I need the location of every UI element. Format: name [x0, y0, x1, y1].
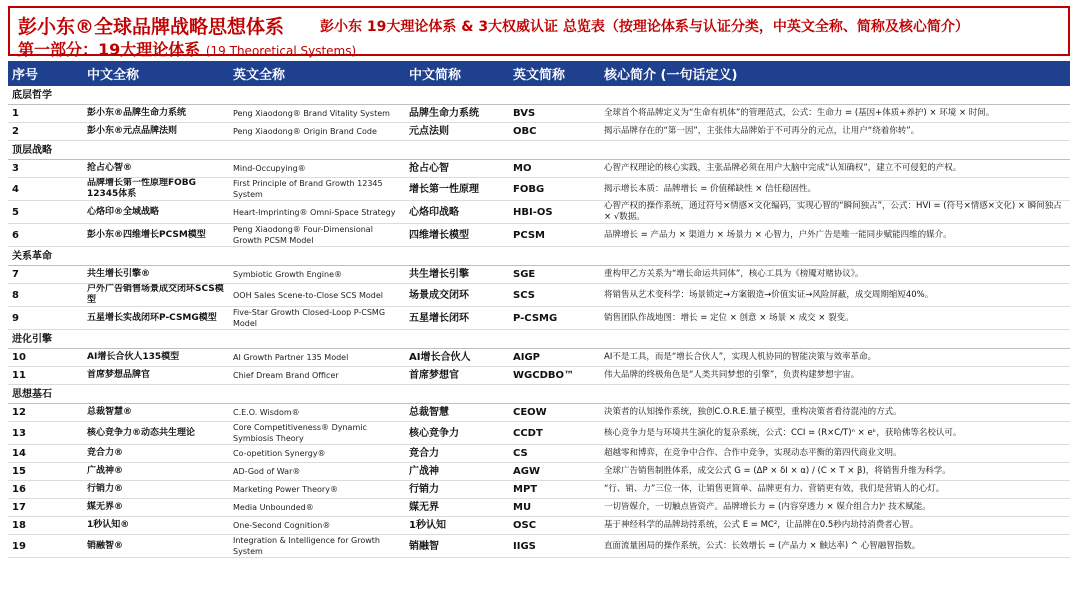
- table-row: [8, 463, 1070, 481]
- row-cn-short-name: 首席梦想官: [405, 367, 509, 385]
- row-description: 全球首个将品牌定义为“生命有机体”的管理范式，公式：生命力 = (基因+体质+养护) × 环境 × 时间。: [600, 105, 1070, 123]
- row-cn-short-name: AI增长合伙人: [405, 349, 509, 367]
- row-cn-short-name: 五星增长闭环: [405, 307, 509, 330]
- row-cn-short-name: 增长第一性原理: [405, 178, 509, 201]
- col-header-no: 序号: [12, 68, 39, 83]
- col-header-desc: 核心简介 (一句话定义): [604, 68, 738, 83]
- main-title: 彭小东®全球品牌战略思想体系: [18, 16, 285, 38]
- row-en-short-name: CS: [509, 445, 600, 463]
- row-cn-full-name: 彭小东®元点品牌法则: [83, 123, 229, 141]
- table-row: [8, 404, 1070, 422]
- row-description: 心智产权的操作系统，通过符号×情感×文化编码，实现心智的“瞬间独占”，公式：HVI = (符号×情感×文化) × 瞬间独占 × √数据。: [600, 201, 1070, 224]
- row-en-full-name: AI Growth Partner 135 Model: [229, 349, 405, 367]
- row-en-full-name: Mind-Occupying®: [229, 160, 405, 178]
- table-row: [8, 535, 1070, 558]
- row-number: 14: [8, 445, 83, 463]
- row-cn-full-name: 抢占心智®: [83, 160, 229, 178]
- row-cn-short-name: 广战神: [405, 463, 509, 481]
- subtitle: 彭小东 19大理论体系 & 3大权威认证 总览表（按理论体系与认证分类，中英文全称、简称及核心简介）: [320, 19, 969, 35]
- row-en-full-name: Peng Xiaodong® Origin Brand Code: [229, 123, 405, 141]
- row-en-full-name: Symbiotic Growth Engine®: [229, 266, 405, 284]
- row-cn-full-name: 彭小东®品牌生命力系统: [83, 105, 229, 123]
- row-en-short-name: PCSM: [509, 224, 600, 247]
- row-en-short-name: MO: [509, 160, 600, 178]
- row-description: 基于神经科学的品牌劫持系统，公式 E = MC²，让品牌在0.5秒内劫持消费者心智。: [600, 517, 1070, 535]
- row-cn-short-name: 行销力: [405, 481, 509, 499]
- row-cn-short-name: 场景成交闭环: [405, 284, 509, 307]
- row-cn-full-name: AI增长合伙人135模型: [83, 349, 229, 367]
- row-en-short-name: BVS: [509, 105, 600, 123]
- row-description: 伟大品牌的终极角色是“人类共同梦想的引擎”，负责构建梦想宇宙。: [600, 367, 1070, 385]
- col-header-cn-short: 中文简称: [409, 68, 462, 83]
- table-row: [8, 307, 1070, 330]
- row-description: 超越零和博弈，在竞争中合作、合作中竞争，实现动态平衡的第四代商业文明。: [600, 445, 1070, 463]
- row-cn-full-name: 心烙印®全域战略: [83, 201, 229, 224]
- row-en-full-name: Heart-Imprinting® Omni-Space Strategy: [229, 201, 405, 224]
- row-cn-full-name: 五星增长实战闭环P-CSMG模型: [83, 307, 229, 330]
- category-label: 顶层战略: [8, 141, 1070, 160]
- row-cn-full-name: 1秒认知®: [83, 517, 229, 535]
- row-en-full-name: Marketing Power Theory®: [229, 481, 405, 499]
- row-number: 19: [8, 535, 83, 558]
- row-cn-full-name: 核心竞争力®动态共生理论: [83, 422, 229, 445]
- row-cn-short-name: 抢占心智: [405, 160, 509, 178]
- row-description: 核心竞争力是与环境共生演化的复杂系统，公式：CCI = (R×C/T)ⁿ × eᵏ，获哈佛等名校认可。: [600, 422, 1070, 445]
- row-en-short-name: MU: [509, 499, 600, 517]
- header-box: [8, 6, 1070, 59]
- row-en-short-name: WGCDBO™: [509, 367, 600, 385]
- row-description: 将销售从艺术变科学：场景锁定→方案锻造→价值实证→风险屏蔽，成交周期缩短40%。: [600, 284, 1070, 307]
- col-header-en-short: 英文简称: [513, 68, 566, 83]
- row-en-short-name: FOBG: [509, 178, 600, 201]
- row-en-full-name: Integration & Intelligence for Growth System: [229, 535, 405, 558]
- category-row: [8, 385, 1070, 404]
- table-row: [8, 284, 1070, 307]
- table-row: [8, 160, 1070, 178]
- category-label: 关系革命: [8, 247, 1070, 266]
- category-label: 底层哲学: [8, 86, 1070, 105]
- row-description: 品牌增长 = 产品力 × 渠道力 × 场景力 × 心智力，户外广告是唯一能同步赋能四维的媒介。: [600, 224, 1070, 247]
- row-description: 全球广告销售制胜体系，成交公式 G = (ΔP × δI × α) / (C × T × β)，将销售升维为科学。: [600, 463, 1070, 481]
- row-cn-short-name: 竞合力: [405, 445, 509, 463]
- row-en-short-name: IIGS: [509, 535, 600, 558]
- row-cn-short-name: 1秒认知: [405, 517, 509, 535]
- category-label: 思想基石: [8, 385, 1070, 404]
- row-cn-full-name: 销融智®: [83, 535, 229, 558]
- row-en-short-name: CEOW: [509, 404, 600, 422]
- category-row: [8, 86, 1070, 105]
- row-cn-full-name: 媒无界®: [83, 499, 229, 517]
- table-row: [8, 422, 1070, 445]
- row-cn-full-name: 首席梦想品牌官: [83, 367, 229, 385]
- row-cn-short-name: 共生增长引擎: [405, 266, 509, 284]
- row-number: 12: [8, 404, 83, 422]
- row-en-full-name: Peng Xiaodong® Four-Dimensional Growth PCSM Model: [229, 224, 405, 247]
- row-number: 2: [8, 123, 83, 141]
- table-row: [8, 105, 1070, 123]
- theory-table: [8, 61, 1070, 558]
- category-row: [8, 330, 1070, 349]
- col-header-cn-full: 中文全称: [87, 68, 140, 83]
- row-cn-full-name: 品牌增长第一性原理FOBG 12345体系: [83, 178, 229, 201]
- row-description: 销售团队作战地图：增长 = 定位 × 创意 × 场景 × 成交 × 裂变。: [600, 307, 1070, 330]
- table-body: [8, 86, 1070, 558]
- table-row: [8, 123, 1070, 141]
- table-row: [8, 499, 1070, 517]
- row-cn-full-name: 竞合力®: [83, 445, 229, 463]
- row-en-full-name: Core Competitiveness® Dynamic Symbiosis Theory: [229, 422, 405, 445]
- row-description: 重构甲乙方关系为“增长命运共同体”，核心工具为《榜魇对赌协议》。: [600, 266, 1070, 284]
- row-number: 6: [8, 224, 83, 247]
- table-row: [8, 445, 1070, 463]
- row-number: 18: [8, 517, 83, 535]
- row-en-short-name: OSC: [509, 517, 600, 535]
- row-en-full-name: OOH Sales Scene-to-Close SCS Model: [229, 284, 405, 307]
- row-description: 揭示品牌存在的“第一因”，主张伟大品牌始于不可再分的元点，让用户“绕着你转”。: [600, 123, 1070, 141]
- row-en-full-name: Chief Dream Brand Officer: [229, 367, 405, 385]
- row-en-short-name: MPT: [509, 481, 600, 499]
- row-cn-short-name: 四维增长模型: [405, 224, 509, 247]
- row-description: 揭示增长本质：品牌增长 = 价值稀缺性 × 信任稳固性。: [600, 178, 1070, 201]
- row-en-full-name: First Principle of Brand Growth 12345 System: [229, 178, 405, 201]
- table-row: [8, 178, 1070, 201]
- row-cn-short-name: 总裁智慧: [405, 404, 509, 422]
- row-number: 4: [8, 178, 83, 201]
- row-en-full-name: Media Unbounded®: [229, 499, 405, 517]
- row-number: 7: [8, 266, 83, 284]
- row-description: 直面流量困局的操作系统，公式：长效增长 = (产品力 × 触达率) ^ 心智融智指数。: [600, 535, 1070, 558]
- row-en-full-name: C.E.O. Wisdom®: [229, 404, 405, 422]
- part-title-en: (19 Theoretical Systems): [205, 44, 357, 58]
- row-en-full-name: Co-opetition Synergy®: [229, 445, 405, 463]
- part-title: [18, 37, 356, 60]
- row-description: 一切皆媒介，一切触点皆资产。品牌增长力 = (内容穿透力 × 媒介组合力)ⁿ 技术赋能。: [600, 499, 1070, 517]
- row-cn-short-name: 元点法则: [405, 123, 509, 141]
- col-header-en-full: 英文全称: [233, 68, 286, 83]
- row-number: 15: [8, 463, 83, 481]
- row-number: 3: [8, 160, 83, 178]
- row-description: 心智产权理论的核心实践，主张品牌必须在用户大脑中完成“认知确权”，建立不可侵犯的产权。: [600, 160, 1070, 178]
- row-en-short-name: HBI-OS: [509, 201, 600, 224]
- row-description: 决策者的认知操作系统，独创C.O.R.E.量子模型，重构决策者看待混沌的方式。: [600, 404, 1070, 422]
- row-cn-full-name: 彭小东®四维增长PCSM模型: [83, 224, 229, 247]
- table-row: [8, 481, 1070, 499]
- table-row: [8, 367, 1070, 385]
- row-en-short-name: P-CSMG: [509, 307, 600, 330]
- row-cn-full-name: 总裁智慧®: [83, 404, 229, 422]
- row-cn-full-name: 户外广告销售场景成交闭环SCS模型: [83, 284, 229, 307]
- row-description: “行、销、力”三位一体，让销售更简单、品牌更有力、营销更有效，我们是营销人的心灯。: [600, 481, 1070, 499]
- row-cn-short-name: 心烙印战略: [405, 201, 509, 224]
- table-row: [8, 349, 1070, 367]
- row-description: AI不是工具，而是“增长合伙人”，实现人机协同的智能决策与效率革命。: [600, 349, 1070, 367]
- row-en-short-name: CCDT: [509, 422, 600, 445]
- row-cn-short-name: 核心竞争力: [405, 422, 509, 445]
- row-cn-full-name: 行销力®: [83, 481, 229, 499]
- row-number: 1: [8, 105, 83, 123]
- row-cn-full-name: 广战神®: [83, 463, 229, 481]
- row-number: 17: [8, 499, 83, 517]
- row-cn-full-name: 共生增长引擎®: [83, 266, 229, 284]
- row-en-short-name: AGW: [509, 463, 600, 481]
- row-number: 5: [8, 201, 83, 224]
- category-row: [8, 247, 1070, 266]
- category-label: 进化引擎: [8, 330, 1070, 349]
- row-en-full-name: AD-God of War®: [229, 463, 405, 481]
- row-cn-short-name: 媒无界: [405, 499, 509, 517]
- table-row: [8, 201, 1070, 224]
- table-row: [8, 224, 1070, 247]
- category-row: [8, 141, 1070, 160]
- table-row: [8, 517, 1070, 535]
- row-number: 11: [8, 367, 83, 385]
- row-en-full-name: Five-Star Growth Closed-Loop P-CSMG Model: [229, 307, 405, 330]
- row-en-short-name: SCS: [509, 284, 600, 307]
- row-en-short-name: SGE: [509, 266, 600, 284]
- row-cn-short-name: 品牌生命力系统: [405, 105, 509, 123]
- row-number: 8: [8, 284, 83, 307]
- table-row: [8, 266, 1070, 284]
- row-en-full-name: One-Second Cognition®: [229, 517, 405, 535]
- row-number: 16: [8, 481, 83, 499]
- table-header-row: [8, 61, 1070, 86]
- row-number: 13: [8, 422, 83, 445]
- row-number: 9: [8, 307, 83, 330]
- row-number: 10: [8, 349, 83, 367]
- part-title-cn: 第一部分：19大理论体系: [18, 40, 201, 59]
- row-en-short-name: OBC: [509, 123, 600, 141]
- row-en-short-name: AIGP: [509, 349, 600, 367]
- row-cn-short-name: 销融智: [405, 535, 509, 558]
- row-en-full-name: Peng Xiaodong® Brand Vitality System: [229, 105, 405, 123]
